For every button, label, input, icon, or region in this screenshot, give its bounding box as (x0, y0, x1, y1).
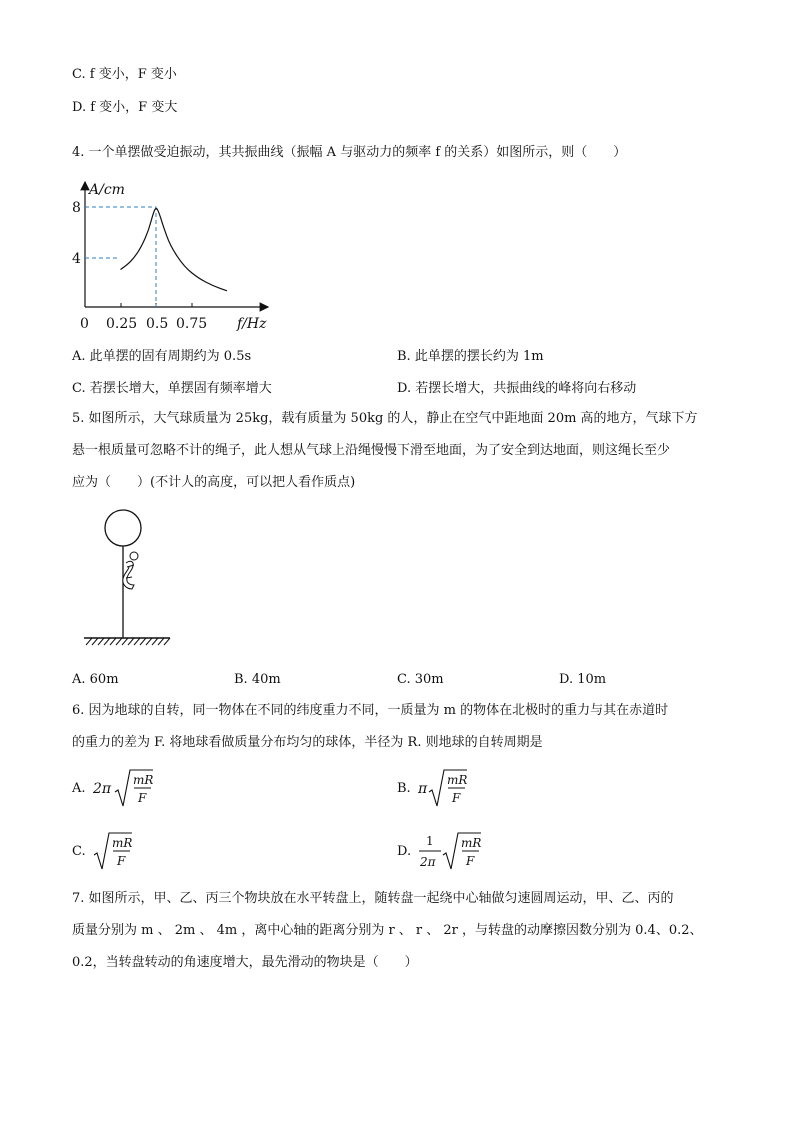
q7-stem-line-3: 0.2，当转盘转动的角速度增大，最先滑动的物块是（ ） (72, 955, 418, 970)
option-c-prev: C. f 变小，F 变小 (72, 67, 177, 82)
q6-option-c-label: C. (72, 844, 86, 859)
resonance-chart (72, 176, 282, 336)
q6-d-denominator: F (466, 854, 475, 868)
q6-c-numerator: mR (112, 836, 133, 850)
option-d-prev: D. f 变小，F 变大 (72, 100, 178, 115)
q6-d-coef-numerator: 1 (426, 834, 434, 848)
q6-stem-line-2: 的重力的差为 F. 将地球看做质量分布均匀的球体，半径为 R. 则地球的自转周期是 (72, 735, 543, 750)
q4-option-c: C. 若摆长增大，单摆固有频率增大 (72, 381, 272, 396)
y-axis-label: A/cm (89, 182, 125, 198)
peak-guide-line (85, 207, 156, 307)
q6-d-coef-denominator: 2π (420, 855, 436, 869)
balloon-shape (105, 510, 141, 546)
q5-option-b: B. 40m (234, 672, 281, 687)
q7-stem-line-2: 质量分别为 m 、 2m 、 4m ，离中心轴的距离分别为 r 、 r 、 2r ，与转盘的动摩擦因数分别为 0.4、0.2、 (72, 923, 703, 938)
q4-option-b: B. 此单摆的摆长约为 1m (397, 349, 544, 364)
q6-option-a-label: A. (72, 781, 86, 796)
q6-b-denominator: F (452, 791, 461, 805)
q6-c-denominator: F (117, 854, 126, 868)
q6-option-d-fraction (417, 830, 443, 872)
x-tick-0.75: 0.75 (176, 316, 208, 332)
balloon-figure (82, 505, 177, 650)
y-tick-4: 4 (72, 251, 81, 267)
person-figure (123, 552, 138, 589)
q6-option-d-radical (442, 831, 482, 873)
x-tick-0.5: 0.5 (146, 316, 169, 332)
q6-a-numerator: mR (133, 773, 154, 787)
q6-option-a-radical (114, 768, 154, 810)
q5-stem-line-1: 5. 如图所示，大气球质量为 25kg，载有质量为 50kg 的人，静止在空气中距地面 20m 高的地方，气球下方 (72, 411, 698, 426)
q5-option-d: D. 10m (559, 672, 607, 687)
q6-option-d-label: D. (397, 844, 412, 859)
q6-b-numerator: mR (447, 773, 468, 787)
q7-stem-line-1: 7. 如图所示，甲、乙、丙三个物块放在水平转盘上，随转盘一起绕中心轴做匀速圆周运动，甲、乙、丙的 (72, 891, 674, 906)
ground-hatching (86, 638, 170, 645)
q4-option-d: D. 若摆长增大，共振曲线的峰将向右移动 (397, 381, 637, 396)
q6-option-a-coef: 2π (93, 781, 112, 797)
resonance-curve (121, 208, 228, 290)
q5-option-c: C. 30m (397, 672, 444, 687)
q4-option-a: A. 此单摆的固有周期约为 0.5s (72, 349, 252, 364)
x-tick-0: 0 (80, 316, 89, 332)
q4-stem: 4. 一个单摆做受迫振动，其共振曲线（振幅 A 与驱动力的频率 f 的关系）如图所示，则（ ） (72, 145, 627, 160)
q6-option-b-label: B. (397, 781, 411, 796)
q6-d-numerator: mR (461, 836, 482, 850)
x-axis-label: f/Hz (237, 316, 267, 332)
q5-stem-line-3: 应为（ ）(不计人的高度，可以把人看作质点) (72, 475, 356, 490)
x-tick-0.25: 0.25 (106, 316, 138, 332)
q6-option-b-radical (428, 768, 468, 810)
q6-option-c-radical (93, 831, 133, 873)
y-tick-8: 8 (72, 200, 81, 216)
q5-option-a: A. 60m (72, 672, 119, 687)
q6-a-denominator: F (138, 791, 147, 805)
q6-stem-line-1: 6. 因为地球的自转，同一物体在不同的纬度重力不同，一质量为 m 的物体在北极时的重力与其在赤道时 (72, 703, 669, 718)
q6-option-b-coef: π (418, 781, 428, 797)
q5-stem-line-2: 悬一根质量可忽略不计的绳子，此人想从气球上沿绳慢慢下滑至地面，为了安全到达地面，则这绳长至少 (72, 443, 671, 458)
